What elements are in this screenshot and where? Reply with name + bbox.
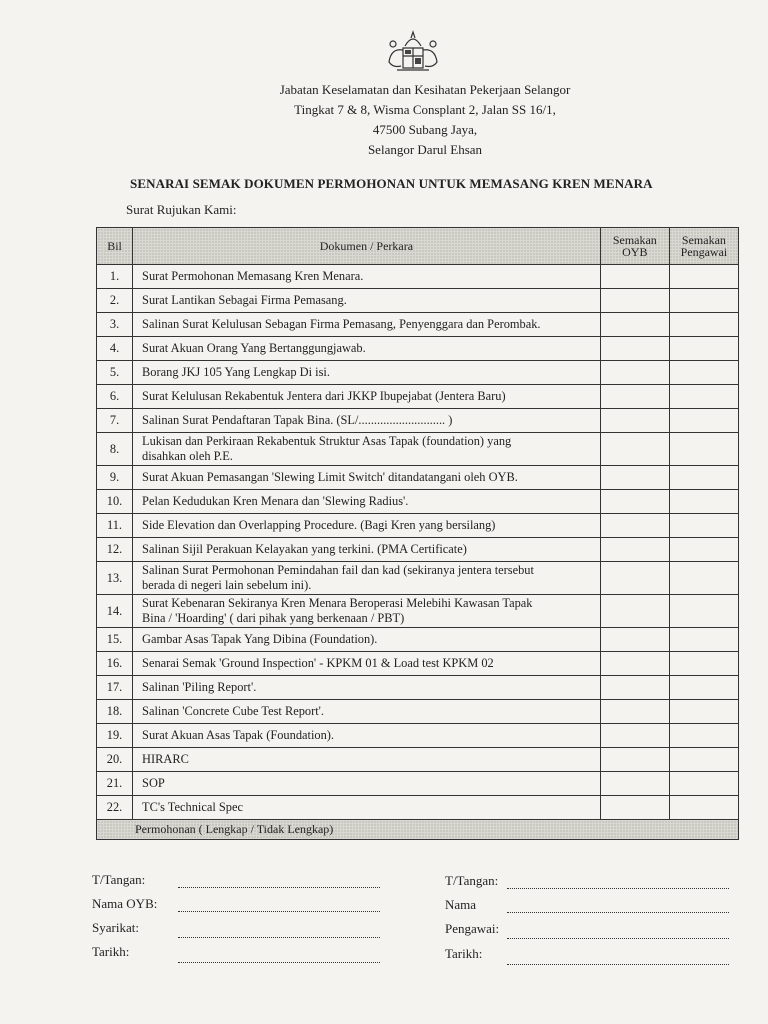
sig-label-date-right: Tarikh: [445, 946, 483, 961]
sig-label-name-officer: Nama [445, 897, 477, 912]
table-row [97, 538, 739, 562]
oyb-check-cell[interactable] [600, 796, 669, 820]
sig-label-signature-officer: T/Tangan: [445, 873, 499, 888]
row-number: 2. [97, 289, 133, 313]
row-number: 19. [97, 724, 133, 748]
row-number: 14. [97, 595, 133, 628]
row-number: 5. [97, 361, 133, 385]
oyb-check-cell[interactable] [600, 676, 669, 700]
document-item [133, 538, 601, 562]
table-row [97, 289, 739, 313]
officer-check-cell[interactable] [669, 514, 738, 538]
officer-check-cell[interactable] [669, 289, 738, 313]
document-item-line: Surat Kebenaran Sekiranya Kren Menara Beroperasi Melebihi Kawasan Tapak [142, 596, 533, 610]
officer-check-cell[interactable] [669, 562, 738, 595]
document-item [133, 337, 601, 361]
sig-label-signature-oyb: T/Tangan: [92, 872, 146, 887]
table-header-row [97, 228, 739, 265]
officer-check-cell[interactable] [669, 265, 738, 289]
officer-check-cell[interactable] [669, 724, 738, 748]
document-item-line: Lukisan dan Perkiraan Rekabentuk Struktur Asas Tapak (foundation) yang [142, 434, 512, 448]
oyb-check-cell[interactable] [600, 700, 669, 724]
sig-line-name-officer[interactable] [507, 912, 729, 913]
officer-check-cell[interactable] [669, 409, 738, 433]
document-item-line: Salinan 'Piling Report'. [142, 680, 257, 694]
sig-label-name-oyb: Nama OYB: [92, 896, 158, 911]
table-row [97, 676, 739, 700]
document-item-line: berada di negeri lain sebelum ini). [142, 578, 312, 592]
officer-check-cell[interactable] [669, 385, 738, 409]
row-number: 8. [97, 433, 133, 466]
oyb-check-cell[interactable] [600, 595, 669, 628]
document-item [133, 748, 601, 772]
document-item [133, 562, 601, 595]
oyb-check-cell[interactable] [600, 490, 669, 514]
document-item-line: Senarai Semak 'Ground Inspection' - KPKM 01 & Load test KPKM 02 [142, 656, 494, 670]
header-bil: Bil [97, 228, 133, 265]
oyb-check-cell[interactable] [600, 538, 669, 562]
officer-check-cell[interactable] [669, 796, 738, 820]
row-number: 9. [97, 466, 133, 490]
sig-line-signature-oyb[interactable] [178, 887, 380, 888]
table-row [97, 409, 739, 433]
officer-check-cell[interactable] [669, 595, 738, 628]
table-row [97, 361, 739, 385]
document-item-line: Surat Lantikan Sebagai Firma Pemasang. [142, 293, 347, 307]
document-checklist-table [96, 227, 739, 840]
address-line-1: Tingkat 7 & 8, Wisma Consplant 2, Jalan SS 16/1, [294, 102, 556, 117]
application-status: Permohonan ( Lengkap / Tidak Lengkap) [97, 820, 739, 840]
table-row [97, 628, 739, 652]
document-item-line: Salinan 'Concrete Cube Test Report'. [142, 704, 325, 718]
officer-check-cell[interactable] [669, 313, 738, 337]
oyb-check-cell[interactable] [600, 385, 669, 409]
oyb-check-cell[interactable] [600, 289, 669, 313]
table-row [97, 772, 739, 796]
malaysia-coat-of-arms-icon [381, 28, 445, 74]
document-item-line: Borang JKJ 105 Yang Lengkap Di isi. [142, 365, 330, 379]
table-row [97, 385, 739, 409]
oyb-check-cell[interactable] [600, 772, 669, 796]
header-officer-check: Semakan Pengawai [669, 228, 738, 265]
document-item [133, 514, 601, 538]
table-row [97, 562, 739, 595]
row-number: 12. [97, 538, 133, 562]
row-number: 7. [97, 409, 133, 433]
document-item [133, 265, 601, 289]
document-item [133, 466, 601, 490]
table-row [97, 433, 739, 466]
oyb-check-cell[interactable] [600, 433, 669, 466]
table-row [97, 337, 739, 361]
document-title: SENARAI SEMAK DOKUMEN PERMOHONAN UNTUK MEMASANG KREN MENARA [130, 176, 653, 191]
row-number: 13. [97, 562, 133, 595]
document-item-line: SOP [142, 776, 165, 790]
document-item [133, 724, 601, 748]
document-item-line: Salinan Sijil Perakuan Kelayakan yang terkini. (PMA Certificate) [142, 542, 467, 556]
address-line-2: 47500 Subang Jaya, [372, 122, 478, 137]
row-number: 4. [97, 337, 133, 361]
officer-check-cell[interactable] [669, 538, 738, 562]
sig-label-date-left: Tarikh: [92, 944, 130, 959]
row-number: 15. [97, 628, 133, 652]
document-item-line: Pelan Kedudukan Kren Menara dan 'Slewing Radius'. [142, 494, 409, 508]
document-item-line: Surat Kelulusan Rekabentuk Jentera dari JKKP Ibupejabat (Jentera Baru) [142, 389, 506, 403]
document-item [133, 490, 601, 514]
document-item [133, 628, 601, 652]
row-number: 17. [97, 676, 133, 700]
oyb-check-cell[interactable] [600, 361, 669, 385]
document-item-line: disahkan oleh P.E. [142, 449, 233, 463]
document-item-line: Surat Akuan Pemasangan 'Slewing Limit Switch' ditandatangani oleh OYB. [142, 470, 518, 484]
oyb-check-cell[interactable] [600, 265, 669, 289]
document-item [133, 652, 601, 676]
oyb-check-cell[interactable] [600, 652, 669, 676]
row-number: 21. [97, 772, 133, 796]
sig-line-officer[interactable] [507, 938, 729, 939]
document-item-line: Salinan Surat Permohonan Pemindahan fail dan kad (sekiranya jentera tersebut [142, 563, 534, 577]
table-row [97, 466, 739, 490]
table-row [97, 700, 739, 724]
officer-check-cell[interactable] [669, 361, 738, 385]
officer-check-cell[interactable] [669, 700, 738, 724]
oyb-check-cell[interactable] [600, 724, 669, 748]
sig-line-date-left[interactable] [178, 962, 380, 963]
document-item [133, 409, 601, 433]
document-item-line: Salinan Surat Kelulusan Sebagan Firma Pemasang, Penyenggara dan Perombak. [142, 317, 541, 331]
document-item-line: HIRARC [142, 752, 189, 766]
document-item-line: Surat Permohonan Memasang Kren Menara. [142, 269, 364, 283]
officer-check-cell[interactable] [669, 652, 738, 676]
sig-line-signature-officer[interactable] [507, 888, 729, 889]
document-item [133, 289, 601, 313]
agency-name: Jabatan Keselamatan dan Kesihatan Pekerjaan Selangor [279, 82, 571, 97]
officer-check-cell[interactable] [669, 337, 738, 361]
document-item-line: TC's Technical Spec [142, 800, 243, 814]
table-row [97, 748, 739, 772]
oyb-check-cell[interactable] [600, 466, 669, 490]
table-row [97, 652, 739, 676]
officer-check-cell[interactable] [669, 466, 738, 490]
oyb-check-cell[interactable] [600, 748, 669, 772]
address-line-3: Selangor Darul Ehsan [367, 142, 483, 157]
row-number: 18. [97, 700, 133, 724]
officer-check-cell[interactable] [669, 628, 738, 652]
table-row [97, 313, 739, 337]
document-item [133, 595, 601, 628]
table-row [97, 265, 739, 289]
sig-line-company[interactable] [178, 937, 380, 938]
row-number: 22. [97, 796, 133, 820]
oyb-check-cell[interactable] [600, 628, 669, 652]
row-number: 11. [97, 514, 133, 538]
document-item-line: Bina / 'Hoarding' ( dari pihak yang berkenaan / PBT) [142, 611, 405, 625]
document-item-line: Salinan Surat Pendaftaran Tapak Bina. (SL/............................ ) [142, 413, 453, 427]
officer-check-cell[interactable] [669, 676, 738, 700]
oyb-check-cell[interactable] [600, 337, 669, 361]
oyb-check-cell[interactable] [600, 514, 669, 538]
officer-check-cell[interactable] [669, 748, 738, 772]
sig-line-date-right[interactable] [507, 964, 729, 965]
row-number: 1. [97, 265, 133, 289]
table-row [97, 724, 739, 748]
document-item [133, 313, 601, 337]
agency-address [180, 80, 670, 160]
table-row [97, 796, 739, 820]
row-number: 10. [97, 490, 133, 514]
document-item-line: Gambar Asas Tapak Yang Dibina (Foundation). [142, 632, 378, 646]
oyb-check-cell[interactable] [600, 562, 669, 595]
reference-label: Surat Rujukan Kami: [126, 202, 237, 217]
document-item [133, 700, 601, 724]
document-item [133, 796, 601, 820]
table-row [97, 595, 739, 628]
document-item-line: Surat Akuan Asas Tapak (Foundation). [142, 728, 335, 742]
application-status-row [97, 820, 739, 840]
officer-check-cell[interactable] [669, 490, 738, 514]
oyb-check-cell[interactable] [600, 313, 669, 337]
document-item [133, 676, 601, 700]
document-item [133, 361, 601, 385]
document-item [133, 772, 601, 796]
sig-label-officer: Pengawai: [445, 921, 500, 936]
document-item-line: Side Elevation dan Overlapping Procedure. (Bagi Kren yang bersilang) [142, 518, 496, 532]
officer-check-cell[interactable] [669, 433, 738, 466]
document-item [133, 385, 601, 409]
table-row [97, 490, 739, 514]
header-document: Dokumen / Perkara [133, 228, 601, 265]
document-item-line: Surat Akuan Orang Yang Bertanggungjawab. [142, 341, 366, 355]
header-oyb-check: Semakan OYB [600, 228, 669, 265]
sig-line-name-oyb[interactable] [178, 911, 380, 912]
officer-check-cell[interactable] [669, 772, 738, 796]
row-number: 16. [97, 652, 133, 676]
row-number: 3. [97, 313, 133, 337]
oyb-check-cell[interactable] [600, 409, 669, 433]
row-number: 20. [97, 748, 133, 772]
table-row [97, 514, 739, 538]
document-item [133, 433, 601, 466]
row-number: 6. [97, 385, 133, 409]
sig-label-company: Syarikat: [92, 920, 139, 935]
